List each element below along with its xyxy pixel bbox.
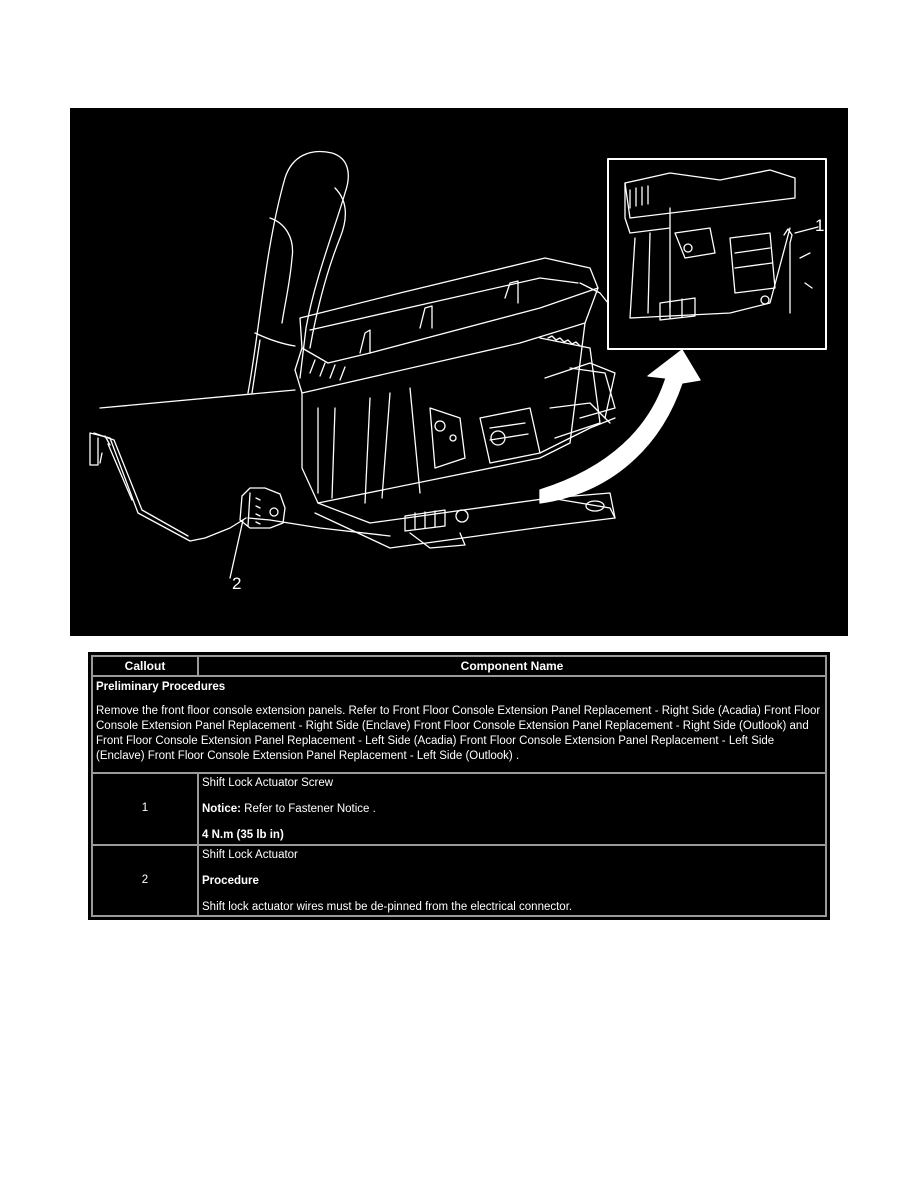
preliminary-procedures-title: Preliminary Procedures	[96, 681, 226, 693]
shift-knob-drawing	[248, 152, 348, 393]
callout-number: 2	[92, 845, 198, 917]
table-header-row	[92, 656, 826, 676]
table-row	[92, 845, 826, 917]
console-housing-drawing	[295, 258, 615, 503]
header-callout: Callout	[92, 656, 198, 676]
preliminary-procedures-row	[92, 676, 826, 773]
callout-number: 1	[92, 773, 198, 845]
shift-control-illustration	[70, 108, 848, 636]
torque-spec: 4 N.m (35 lb in)	[202, 829, 284, 841]
procedure-label: Procedure	[202, 874, 259, 887]
component-name: Shift Lock Actuator Screw	[202, 777, 334, 789]
callout-2-label: 2	[232, 574, 242, 593]
component-table	[88, 652, 830, 920]
preliminary-procedures-text: Remove the front floor console extension panels. Refer to Front Floor Console Extension Panel Replacement - Right Side (Acadia) Front Floor Console Extension Panel Replacement - Right Side (Enclave) Front Floor Console Extension Panel Replacement - Right Side (Outlook) and Front Floor Console Extension Panel Replacement - Left Side (Acadia) Front Floor Console Extension Panel Replacement - Left Side (Enclave) Front Floor Console Extension Panel Replacement - Left Side (Outlook) .	[96, 705, 821, 762]
component-name: Shift Lock Actuator	[202, 848, 298, 861]
callout-1-label: 1	[815, 216, 825, 235]
notice-line	[202, 802, 822, 817]
procedure-text: Shift lock actuator wires must be de-pinned from the electrical connector.	[202, 900, 573, 913]
inset-detail-drawing	[608, 159, 826, 349]
header-component-name: Component Name	[198, 656, 826, 676]
notice-text: Refer to Fastener Notice .	[240, 803, 376, 815]
detail-arrow-drawing	[540, 350, 700, 503]
notice-label: Notice:	[202, 803, 241, 815]
table-row	[92, 773, 826, 845]
shift-lock-actuator-drawing	[230, 488, 285, 578]
